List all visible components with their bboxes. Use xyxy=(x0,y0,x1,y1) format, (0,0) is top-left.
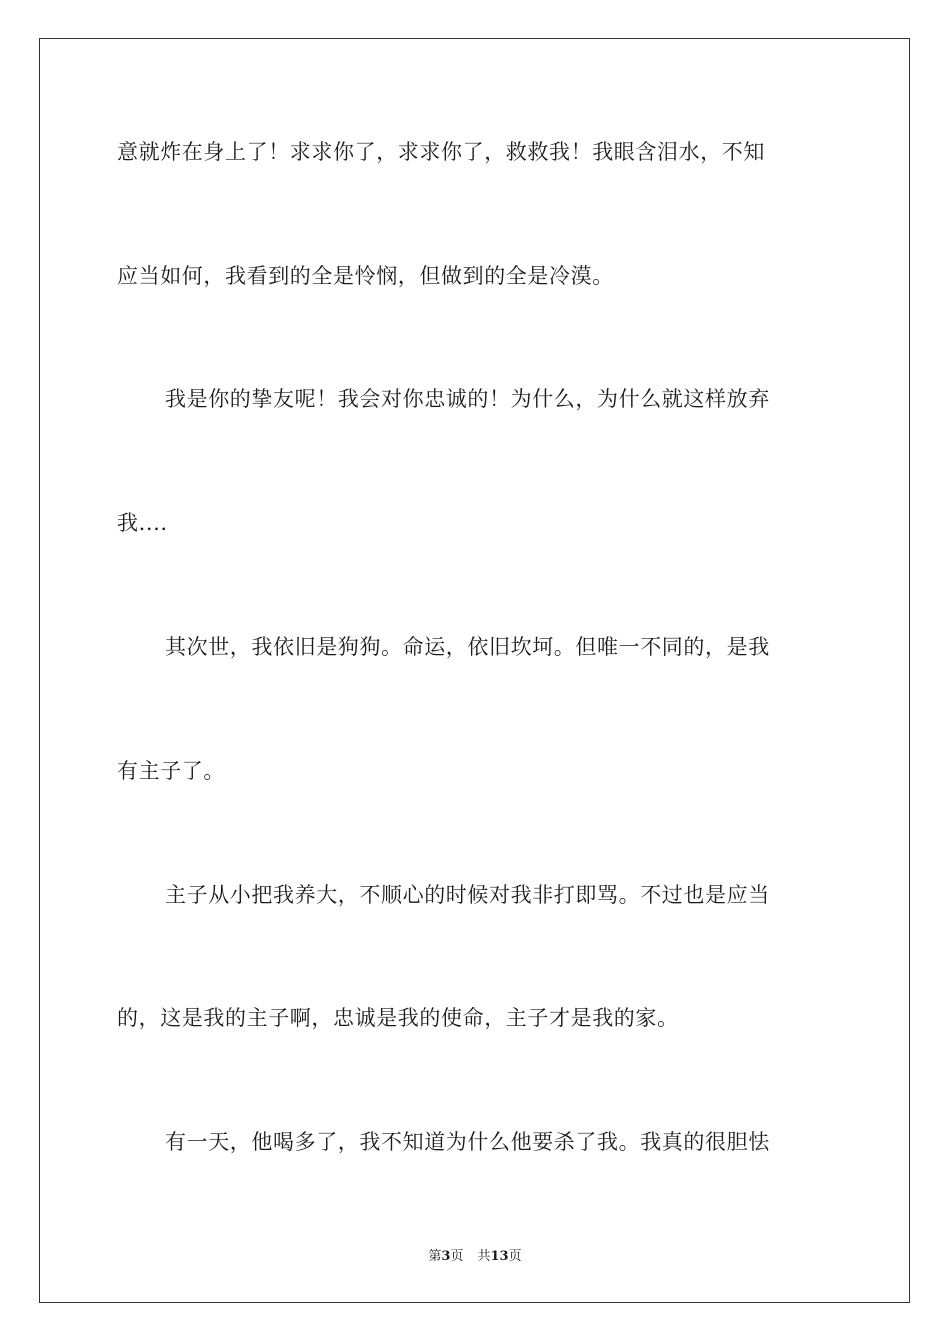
total-prefix: 共 xyxy=(477,1249,491,1264)
total-suffix: 页 xyxy=(508,1249,522,1264)
text-line: 意就炸在身上了！求求你了，求求你了，救救我！我眼含泪水，不知 xyxy=(117,140,765,164)
page-prefix: 第 xyxy=(428,1249,442,1264)
paragraph-first-line: 主子从小把我养大，不顺心的时候对我非打即骂。不过也是应当 xyxy=(165,883,770,907)
paragraph-first-line: 我是你的挚友呢！我会对你忠诚的！为什么，为什么就这样放弃 xyxy=(165,387,770,411)
page-number: 3 xyxy=(441,1249,451,1264)
page-footer xyxy=(0,1248,950,1266)
paragraph-first-line: 其次世，我依旧是狗狗。命运，依旧坎坷。但唯一不同的，是我 xyxy=(165,635,770,659)
page-suffix: 页 xyxy=(450,1249,464,1264)
total-pages: 13 xyxy=(490,1249,509,1264)
paragraph-first-line: 有一天，他喝多了，我不知道为什么他要杀了我。我真的很胆怯 xyxy=(165,1130,770,1154)
text-line: 有主子了。 xyxy=(117,759,225,783)
page-border xyxy=(39,38,910,1303)
text-line: 我.... xyxy=(117,511,168,535)
text-line: 的，这是我的主子啊，忠诚是我的使命，主子才是我的家。 xyxy=(117,1006,679,1030)
text-line: 应当如何，我看到的全是怜悯，但做到的全是冷漠。 xyxy=(117,264,614,288)
